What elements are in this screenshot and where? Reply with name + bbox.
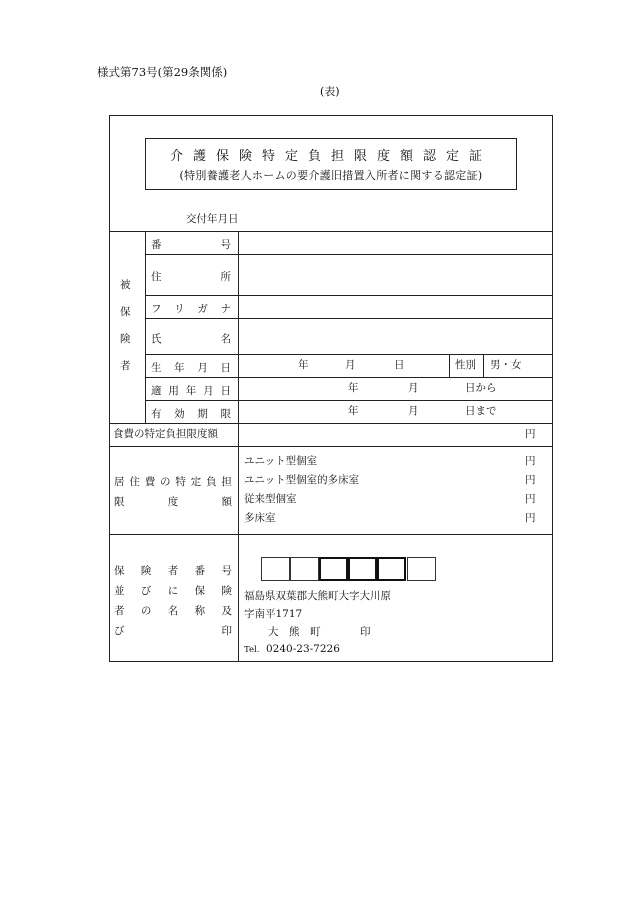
grid-line — [145, 377, 553, 378]
form-number: 様式第73号(第29条関係) — [97, 65, 228, 79]
grid-line — [145, 400, 553, 401]
room-unit: 円 — [525, 512, 536, 524]
insurer-address-line1: 福島県双葉郡大熊町大字大川原 — [244, 590, 391, 602]
certificate-title: 介護保険特定負担限度額認定証 — [169, 149, 492, 164]
certificate-title-box — [145, 138, 517, 190]
birth-date-label: 生 年 月 日 — [151, 362, 231, 374]
birth-month-unit: 月 — [345, 359, 356, 371]
furigana-label: フ リ ガ ナ — [151, 303, 231, 315]
applied-day-unit: 日から — [465, 382, 497, 394]
grid-line — [449, 354, 450, 377]
room-type: ユニット型個室 — [244, 455, 318, 467]
insurer-tel-label: Tel. — [244, 645, 260, 655]
insurer-name: 大 熊 町 — [268, 626, 321, 638]
gender-value: 男・女 — [490, 359, 522, 371]
room-unit: 円 — [525, 455, 536, 467]
room-unit: 円 — [525, 474, 536, 486]
applied-date-label: 適 用 年 月 日 — [151, 385, 231, 397]
grid-line — [109, 423, 553, 424]
grid-line — [145, 231, 146, 423]
grid-line — [109, 231, 553, 232]
room-type: ユニット型個室的多床室 — [244, 474, 360, 486]
expiry-year-unit: 年 — [348, 405, 359, 417]
applied-month-unit: 月 — [408, 382, 419, 394]
insurer-number-box — [290, 557, 319, 581]
address-label: 住 所 — [151, 271, 231, 283]
grid-line — [109, 534, 553, 535]
insurer-number-box — [348, 557, 377, 581]
grid-line — [238, 231, 239, 662]
insurer-number-box — [377, 557, 406, 581]
number-label: 番 号 — [151, 239, 231, 251]
expiry-day-unit: 日まで — [465, 405, 497, 417]
insurer-number-box — [407, 557, 436, 581]
insurer-seal: 印 — [360, 626, 371, 638]
room-unit: 円 — [525, 493, 536, 505]
grid-line — [145, 354, 553, 355]
insured-label-char: 被 — [120, 279, 131, 291]
applied-year-unit: 年 — [348, 382, 359, 394]
insured-label-char: 者 — [120, 360, 131, 372]
food-cost-label: 食費の特定負担限度額 — [113, 428, 218, 440]
grid-line — [145, 254, 553, 255]
room-type: 多床室 — [244, 512, 276, 524]
grid-line — [145, 318, 553, 319]
front-side-label: (表) — [320, 85, 340, 98]
residence-label: 居 住 費 の 特 定 負 担 — [114, 476, 232, 488]
expiry-label: 有 効 期 限 — [151, 408, 231, 420]
room-type: 従来型個室 — [244, 493, 297, 505]
name-label: 氏 名 — [151, 333, 231, 345]
insurer-tel: 0240-23-7226 — [266, 643, 340, 655]
insured-label-char: 保 — [120, 306, 131, 318]
insurer-label: 並 び に 保 険 — [114, 585, 232, 597]
grid-line — [145, 295, 553, 296]
food-cost-unit: 円 — [525, 428, 536, 440]
birth-day-unit: 日 — [394, 359, 405, 371]
insurer-label: び 印 — [114, 625, 232, 637]
grid-line — [109, 446, 553, 447]
insured-label-char: 険 — [120, 333, 131, 345]
insurer-label: 者 の 名 称 及 — [114, 605, 232, 617]
insurer-label: 保 険 者 番 号 — [114, 565, 232, 577]
residence-label: 限 度 額 — [114, 496, 232, 508]
insurer-number-box — [319, 557, 348, 581]
issue-date-label: 交付年月日 — [186, 213, 239, 225]
grid-line — [483, 354, 484, 377]
expiry-month-unit: 月 — [408, 405, 419, 417]
certificate-subtitle: (特別養護老人ホームの要介護旧措置入所者に関する認定証) — [179, 169, 483, 182]
birth-year-unit: 年 — [298, 359, 309, 371]
insurer-number-box — [261, 557, 290, 581]
insurer-address-line2: 字南平1717 — [244, 608, 303, 620]
gender-label: 性別 — [455, 359, 476, 371]
